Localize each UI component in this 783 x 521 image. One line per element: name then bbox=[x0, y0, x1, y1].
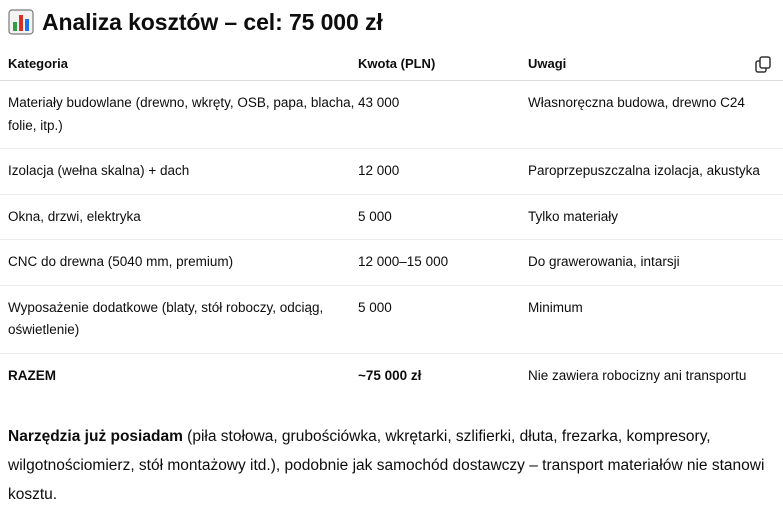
cell-amount: 43 000 bbox=[358, 95, 400, 110]
cell-category: Izolacja (wełna skalna) + dach bbox=[8, 163, 190, 178]
column-header-notes: Uwagi bbox=[528, 55, 567, 71]
cell-amount: 5 000 bbox=[358, 208, 392, 224]
page-title: Analiza kosztów – cel: 75 000 zł bbox=[42, 8, 383, 35]
bar-chart-icon bbox=[8, 9, 34, 35]
cell-note: Do grawerowania, intarsji bbox=[528, 254, 680, 269]
cell-note: Tylko materiały bbox=[528, 208, 619, 224]
copy-icon bbox=[753, 54, 773, 74]
copy-table-button[interactable] bbox=[753, 54, 773, 74]
tools-note-paragraph bbox=[8, 422, 768, 509]
cell-amount: 12 000–15 000 bbox=[358, 254, 449, 269]
table-row bbox=[0, 149, 783, 195]
cell-category: Materiały budowlane (drewno, wkręty, OSB, papa, blacha, folie, itp.) bbox=[8, 95, 355, 133]
table-row bbox=[0, 240, 783, 286]
cell-note: Minimum bbox=[528, 299, 583, 315]
section-heading bbox=[8, 2, 383, 42]
table-row bbox=[0, 285, 783, 353]
table-row bbox=[0, 81, 783, 149]
cell-amount-total: ~75 000 zł bbox=[358, 367, 422, 383]
cell-note-total: Nie zawiera robocizny ani transportu bbox=[528, 367, 747, 383]
cost-table-container bbox=[0, 48, 783, 398]
cell-category-total: RAZEM bbox=[8, 367, 56, 383]
column-header-amount: Kwota (PLN) bbox=[358, 55, 436, 71]
cost-table bbox=[0, 48, 783, 398]
cell-category: Wyposażenie dodatkowe (blaty, stół roboczy, odciąg, oświetlenie) bbox=[8, 299, 324, 337]
cell-category: CNC do drewna (5040 mm, premium) bbox=[8, 254, 234, 269]
cell-note: Paroprzepuszczalna izolacja, akustyka bbox=[528, 163, 760, 178]
table-total-row bbox=[0, 353, 783, 398]
cell-amount: 5 000 bbox=[358, 299, 392, 315]
table-header-row bbox=[0, 48, 783, 81]
table-row bbox=[0, 194, 783, 240]
cell-category: Okna, drzwi, elektryka bbox=[8, 208, 141, 224]
cell-amount: 12 000 bbox=[358, 163, 400, 178]
tools-note-text: (piła stołowa, grubościówka, wkrętarki, szlifierki, dłuta, frezarka, kompresory, wilgotnościomierz, stół montażowy itd.), podobnie jak samochód dostawczy – transport materiałów nie stanowi kosztu. bbox=[8, 428, 765, 503]
cell-note: Własnoręczna budowa, drewno C24 bbox=[528, 95, 745, 110]
tools-note-bold: Narzędzia już posiadam bbox=[8, 428, 183, 445]
column-header-category: Kategoria bbox=[8, 55, 68, 71]
